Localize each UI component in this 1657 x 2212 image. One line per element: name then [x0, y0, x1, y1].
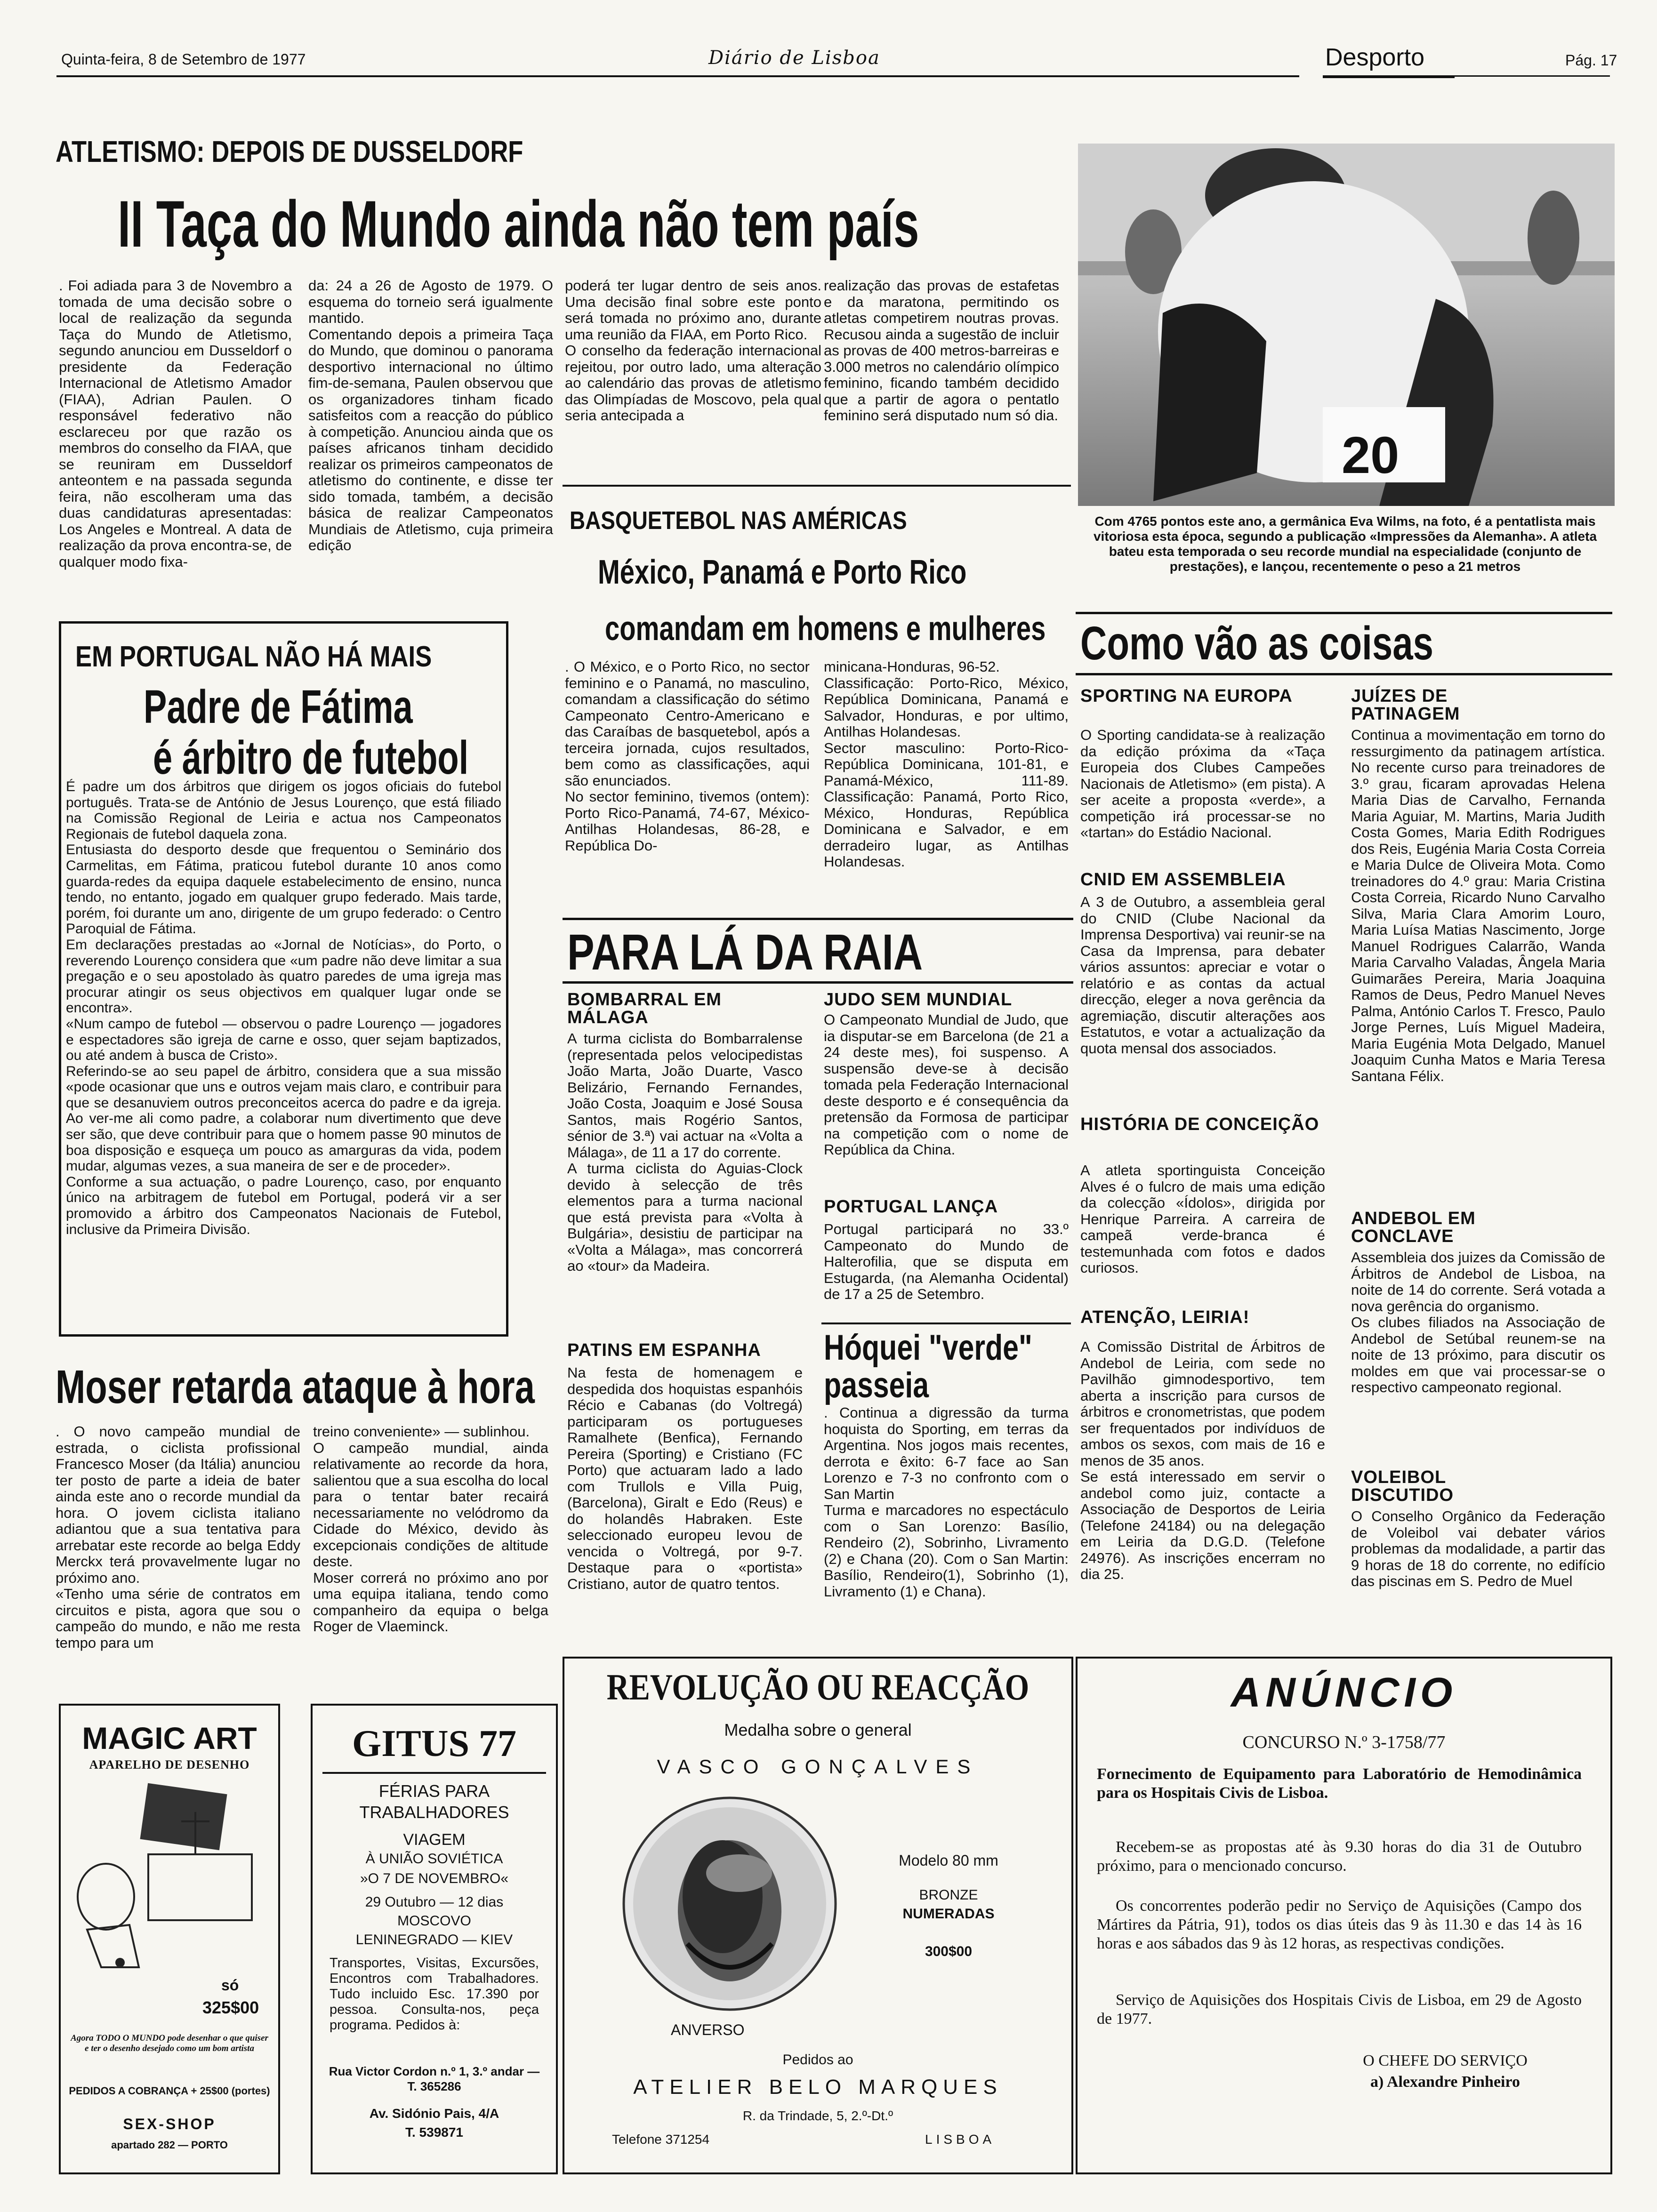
padre-title-2: é árbitro de futebol [153, 731, 469, 784]
historia-title: HISTÓRIA DE CONCEIÇÃO [1080, 1114, 1319, 1134]
header-rule-right-thin [1455, 75, 1610, 77]
medalha-anverso: ANVERSO [671, 2021, 745, 2038]
cnid-body: A 3 de Outubro, a assembleia geral do CNID (Clube Nacional da Imprensa Desportiva) vai reunir-se na Casa da Imprensa, para debater vários assuntos: apreciar e votar o relatório e as contas da actual direcção, eleger a nova gerência da agremiação, discutir alterações aos Estatutos, e votar a actualização da quota mensal dos associados. [1080, 894, 1325, 1057]
athlete-photo-art [1078, 144, 1615, 506]
gitus-title: GITUS 77 [352, 1723, 516, 1764]
gitus-l1: FÉRIAS PARA [378, 1781, 490, 1801]
raia-s4-title: PORTUGAL LANÇA [824, 1197, 998, 1217]
anuncio-sig-2: a) Alexandre Pinheiro [1370, 2073, 1520, 2091]
leiria-title: ATENÇÃO, LEIRIA! [1080, 1307, 1250, 1327]
cnid-title: CNID EM ASSEMBLEIA [1080, 870, 1286, 890]
atletismo-headline: II Taça do Mundo ainda não tem país [118, 187, 919, 261]
raia-s2-body: Na festa de homenagem e despedida dos hoquistas espanhóis Récio e Cabanas (do Voltregá) participaram os portugueses Ramalhete (Benfica), Fernando Pereira (Sporting) e Cristiano (FC Porto) que actuaram lado a lado com Trullols e Villa Puig, (Barcelona), Giralt e Edo (Reus) e do holandês Habraken. Este seleccionado europeu levou de vencida o Voltregá, por 9-7. Destaque para o «portista» Cristiano, autor de quatro tentos. [567, 1364, 803, 1592]
medalha-modelo: Modelo 80 mm [899, 1852, 998, 1869]
raia-headline: PARA LÁ DA RAIA [567, 923, 923, 980]
hoquei-title-2: passeia [824, 1365, 929, 1405]
anuncio-concurso: CONCURSO N.º 3-1758/77 [1242, 1732, 1446, 1752]
bib-number: 20 [1342, 426, 1400, 484]
photo-caption: Com 4765 pontos este ano, a germânica Eva Wilms, na foto, é a pentatlista mais vitoriosa esta época, segundo a publicação «Impressões da Alemanha». A atleta bateu esta temporada o seu recorde mundial na especialidade (conjunto de prestações), e lançou, recentemente o peso a 21 metros [1093, 514, 1597, 574]
juizes-title: JUÍZES DE PATINAGEM [1351, 686, 1460, 724]
anuncio-sig-1: O CHEFE DO SERVIÇO [1363, 2052, 1528, 2069]
page-number: Pág. 17 [1565, 52, 1617, 69]
magic-order: PEDIDOS A COBRANÇA + 25$00 (portes) [69, 2085, 270, 2097]
medalha-price: 300$00 [925, 1944, 973, 1959]
header-rule-left [56, 75, 1299, 77]
moser-col-2: treino conveniente» — sublinhou. O campeão mundial, ainda relativamente ao recorde da hora, salientou que a sua escolha do local para o tentar bater recairá necessariamente no velódromo da Cidade do México, devido às excepcionais condições de altitude deste. Moser correrá no próximo ano por uma equipa italiana, tendo como companheiro da equipa o belga Roger de Vlaeminck. [313, 1423, 548, 1635]
gitus-addr3: T. 539871 [405, 2125, 463, 2140]
raia-s1-body: A turma ciclista do Bombarralense (representada pelos velocipedistas João Marta, João Duarte, Vasco Belizário, Fernando Fernandes, João Costa, Joaquim e José Sousa Santos, mais Rogério Santos, sénior de 3.ª) vai actuar na «Volta a Málaga», de 11 a 17 do corrente. A turma ciclista do Aguias-Clock devido à selecção de três elementos para a turma nacional que está prevista para «Volta à Bulgária», desistiu de participar na «Volta a Málaga», mas concorrerá ao «tour» da Madeira. [567, 1030, 803, 1274]
padre-kicker: EM PORTUGAL NÃO HÁ MAIS [75, 641, 432, 673]
medalha-title: REVOLUÇÃO OU REACÇÃO [606, 1667, 1030, 1707]
medalha-pedidos: Pedidos ao [782, 2052, 853, 2068]
medal-portrait [621, 1793, 838, 2014]
raia-s1-title: BOMBARRAL EM MÁLAGA [567, 990, 722, 1027]
medalha-l2: VASCO GONÇALVES [657, 1755, 979, 1778]
magic-title: MAGIC ART [82, 1721, 257, 1755]
andebol-title: ANDEBOL EM CONCLAVE [1351, 1209, 1476, 1246]
magic-price-label: só [221, 1977, 239, 1994]
basquete-kicker: BASQUETEBOL NAS AMÉRICAS [570, 506, 907, 535]
voleibol-body: O Conselho Orgânico da Federação de Voleibol vai debater vários problemas da modalidade, a partir das 9 horas de 18 do corrente, no edifício das piscinas em S. Pedro de Muel [1351, 1508, 1605, 1589]
magic-body: Agora TODO O MUNDO pode desenhar o que quiser e ter o desenho desejado como um bom artista [71, 2033, 268, 2053]
raia-s3-body: O Campeonato Mundial de Judo, que ia disputar-se em Barcelona (de 21 a 24 deste mes), foi suspenso. A suspensão deve-se à decisão tomada pela Federação Internacional deste desporto e é consequência da pretensão da Formosa de participar na competição com o nome de República da China. [824, 1011, 1069, 1158]
anuncio-heading: Fornecimento de Equipamento para Laboratório de Hemodinâmica para os Hospitais Civis de Lisboa. [1097, 1765, 1582, 1802]
magic-shop: SEX-SHOP [123, 2116, 216, 2132]
section-title: Desporto [1325, 44, 1424, 71]
juizes-body: Continua a movimentação em torno do ressurgimento da patinagem artística. No recente curso para treinadores de 3.º grau, ficaram aprovadas Helena Maria Dias de Carvalho, Fernanda Maria Aguiar, M. Martins, Maria Judith Costa Gomes, Maria Edith Rodrigues dos Reis, Eugénia Maria Costa Correia e Maria Dulce de Oliveira Mota. Como treinadores do 4.º grau: Maria Cristina Costa Correia, Ricardo Nuno Carvalho Silva, Maria Clara Amorim Louro, Maria Luísa Matias Nascimento, Jorge Manuel Rodrigues Calarrão, Wanda Maria Carvalho Valadas, Ângela Maria Guimarães Pereira, Maria Joaquina Ramos de Deus, Pedro Manuel Neves Palma, António Carlos T. Fresco, Paulo Jorge Pernes, Luís Miguel Madeira, Maria Eugénia Mota Delgado, Manuel Joaquim Cunha Matos e Maria Teresa Santana Félix. [1351, 727, 1605, 1084]
atletismo-col-1: . Foi adiada para 3 de Novembro a tomada de uma decisão sobre o local de realização da segunda Taça do Mundo de Atletismo, segundo anunciou em Dusseldorf o presidente da Federação Internacional de Atletismo Amador (FIAA), Adrian Paulen. O responsável federativo não esclareceu por que razão os membros do conselho da FIAA, que se reuniram em Dusseldorf anteontem e na passada segunda feira, não escolheram uma das duas candidaturas apresentadas: Los Angeles e Montreal. A data de realização da prova encontra-se, de qualquer modo fixa- [59, 277, 292, 570]
hoquei-rule [821, 1322, 1071, 1324]
sporting-body: O Sporting candidata-se à realização da edição próxima da «Taça Europeia dos Clubes Campeões Nacionais de Atletismo» (em pista). A ser aceite a proposta «verde», a competição irá processar-se no «tartan» do Estádio Nacional. [1080, 727, 1325, 841]
gitus-l4: À UNIÃO SOVIÉTICA [365, 1851, 503, 1867]
basquete-rule [563, 485, 1071, 487]
raia-s2-title: PATINS EM ESPANHA [567, 1340, 761, 1360]
gitus-l3: VIAGEM [403, 1831, 466, 1849]
basquete-title-1: México, Panamá e Porto Rico [598, 553, 967, 591]
magic-illustration [68, 1784, 271, 1972]
medalha-city: LISBOA [925, 2132, 996, 2147]
padre-title-1: Padre de Fátima [144, 681, 413, 733]
anuncio-p3: Serviço de Aquisições dos Hospitais Civis de Lisboa, em 29 de Agosto de 1977. [1097, 1991, 1582, 2028]
hoquei-title-1: Hóquei "verde" [824, 1328, 1032, 1368]
athlete-photo [1078, 144, 1615, 506]
medalha-addr: R. da Trindade, 5, 2.º-Dt.º [742, 2108, 893, 2123]
medalha-tel: Telefone 371254 [612, 2132, 710, 2147]
gitus-rule [322, 1772, 546, 1774]
padre-body: É padre um dos árbitros que dirigem os jogos oficiais do futebol português. Trata-se de António de Jesus Lourenço, que está filiado na Comissão Regional de Leiria e actua nos Campeonatos Regionais de futebol daquela zona. Entusiasta do desporto desde que frequentou o Seminário dos Carmelitas, em Fátima, praticou futebol durante 10 anos como guarda-redes da equipa daquele estabelecimento de ensino, nunca tendo, no entanto, jogado em qualquer grupo federado. Mais tarde, porém, foi durante um ano, dirigente de um grupo federado: o Centro Paroquial de Fátima. Em declarações prestadas ao «Jornal de Notícias», do Porto, o reverendo Lourenço considera que «um padre não deve limitar a sua pregação e o seu apostolado às quatro paredes de uma igreja mas procurar atingir os seus objectivos em qualquer lugar onde se encontra». «Num campo de futebol — observou o padre Lourenço — jogadores e espectadores são igreja de carne e osso, quer sejam baptizados, ou até andem à busca de Cristo». Referindo-se ao seu papel de árbitro, considera que a sua missão «pode ocasionar que uns e outros vejam mais claro, e contribuir para que se desanuviem outros preconceitos acerca do padre e da igreja. Ao ver-me ali como padre, a colaborar num divertimento que deve ser são, que deve contribuir para que o homem passe 90 minutos de boa disposição e esqueça um pouco as amarguras da vida, podem mudar, algumas vezes, a sua maneira de ser e de proceder». Conforme a sua actuação, o padre Lourenço, caso, por enquanto único na arbitragem de futebol em Portugal, poderá vir a ser promovido a árbitro dos Campeonatos Nacionais de Futebol, inclusive da Primeira Divisão. [66, 779, 501, 1237]
medalha-atelier: ATELIER BELO MARQUES [633, 2076, 1003, 2099]
atletismo-col-2: da: 24 a 26 de Agosto de 1979. O esquema do torneio será igualmente mantido. Comentando depois a primeira Taça do Mundo, que dominou o panorama desportivo internacional no último fim-de-semana, Paulen observou que os organizadores tinham ficado satisfeitos com a reacção do público à competição. Anunciou ainda que os países africanos tinham decidido realizar os primeiros campeonatos de atletismo do continente, e disse ter sido tomada, também, a decisão básica de realizar Campeonatos Mundiais de Atletismo, cuja primeira edição [308, 277, 553, 553]
magic-subtitle: APARELHO DE DESENHO [89, 1758, 250, 1771]
gitus-l2: TRABALHADORES [359, 1803, 509, 1822]
medalha-l1: Medalha sobre o general [724, 1720, 912, 1739]
anuncio-title: ANÚNCIO [1231, 1669, 1457, 1715]
raia-s3-title: JUDO SEM MUNDIAL [824, 990, 1013, 1010]
historia-body: A atleta sportinguista Conceição Alves é o fulcro de mais uma edição da colecção «Ídolos», dirigida por Henrique Parreira. A carreira de campeã verde-branca é testemunhada com fotos e dados curiosos. [1080, 1162, 1325, 1276]
anuncio-p1: Recebem-se as propostas até às 9.30 horas do dia 31 de Outubro próximo, para o mencionado concurso. [1097, 1838, 1582, 1875]
header-rule-right [1323, 75, 1455, 78]
gitus-addr1: Rua Victor Cordon n.º 1, 3.º andar — T. 365286 [329, 2064, 540, 2093]
leiria-body: A Comissão Distrital de Árbitros de Andebol de Leiria, com sede no Pavilhão gimnodesportivo, tem aberta a inscrição para cursos de árbitros e cronometristas, que podem ser frequentados por indivíduos de ambos os sexos, com mais de 16 e menos de 35 anos. Se está interessado em servir o andebol como juiz, contacte a Associação de Desportos de Leiria (Telefone 24184) ou na delegação em Leiria da D.G.D. (Telefone 24976). As inscrições encerram no dia 25. [1080, 1338, 1325, 1582]
sporting-title: SPORTING NA EUROPA [1080, 686, 1293, 706]
moser-col-1: . O novo campeão mundial de estrada, o ciclista profissional Francesco Moser (da Itália) anunciou ter posto de parte a ideia de bater ainda este ano o recorde mundial da hora. O jovem ciclista italiano adiantou que a sua tentativa para arrebatar este recorde ao belga Eddy Merckx terá provavelmente lugar no próximo ano. «Tenho uma série de contratos em circuitos e pista, agora que sou o campeão do mundo, e não me resta tempo para um [56, 1423, 300, 1651]
gitus-l6: 29 Outubro — 12 dias [365, 1894, 504, 1910]
hoquei-body: . Continua a digressão da turma hoquista do Sporting, em terras da Argentina. Nos jogos mais recentes, derrota e êxito: 6-7 face ao San Lorenzo e 7-3 no confronto com o San Martin Turma e marcadores no espectáculo com o San Lorenzo: Basílio, Rendeiro (2), Sobrinho, Livramento (2) e Chana (20). Com o San Martin: Basílio, Rendeiro(1), Sobrinho (1), Livramento (1) e Chana). [824, 1404, 1069, 1600]
moser-headline: Moser retarda ataque à hora [56, 1361, 535, 1413]
magic-price: 325$00 [202, 1998, 259, 2017]
basquete-col-2: minicana-Honduras, 96-52. Classificação: Porto-Rico, México, República Dominicana, Panamá e Salvador, Honduras, e por ultimo, Antilhas Holandesas. Sector masculino: Porto-Rico-República Dominicana, 101-81, e Panamá-México, 111-89. Classificação: Panamá, Porto Rico, México, Honduras, República Dominicana e Salvador, e em derradeiro lugar, as Antilhas Holandesas. [824, 658, 1069, 870]
magic-address: apartado 282 — PORTO [111, 2139, 228, 2151]
header-date: Quinta-feira, 8 de Setembro de 1977 [61, 51, 306, 68]
coisas-headline: Como vão as coisas [1080, 617, 1433, 670]
andebol-body: Assembleia dos juizes da Comissão de Árbitros de Andebol de Lisboa, na noite de 14 do corrente. Será votada a nova gerência do organismo. Os clubes filiados na Associação de Andebol de Setúbal reunem-se na noite de 13 próximo, para discutir os moldes em que vai processar-se o respectivo campeonato regional. [1351, 1249, 1605, 1395]
basquete-title-2: comandam em homens e mulheres [605, 610, 1046, 648]
atletismo-kicker: ATLETISMO: DEPOIS DE DUSSELDORF [56, 135, 523, 168]
gitus-l7: MOSCOVO [397, 1913, 471, 1929]
gitus-addr2: Av. Sidónio Pais, 4/A [369, 2106, 499, 2121]
medalha-numeradas: NUMERADAS [902, 1906, 995, 1922]
raia-s4-body: Portugal participará no 33.º Campeonato do Mundo de Halterofilia, que se disputa em Estugarda, (na Alemanha Ocidental) de 17 a 25 de Setembro. [824, 1221, 1069, 1302]
gitus-body: Transportes, Visitas, Excursões, Encontros com Trabalhadores. Tudo incluido Esc. 17.390 por pessoa. Consulta-nos, peça programa. Pedidos à: [330, 1956, 539, 2033]
anuncio-p2: Os concorrentes poderão pedir no Serviço de Aquisições (Campo dos Mártires da Pátria, 91), todos os dias úteis das 9 às 11.30 e das 14 às 16 horas e aos sábados das 9 às 12 horas, as respectivas condições. [1097, 1897, 1582, 1952]
atletismo-col-4: realização das provas de estafetas e da maratona, permitindo os atletas competirem noutras provas. Recusou ainda a sugestão de incluir as provas de 400 metros-barreiras e 3.000 metros no calendário olímpico feminino, ficando também decidido que a partir de agora o pentatlo feminino será disputado num só dia. [824, 277, 1059, 424]
basquete-col-1: . O México, e o Porto Rico, no sector feminino e o Panamá, no masculino, comandam a classificação do sétimo Campeonato Centro-Americano e das Caraíbas de basquetebol, após a terceira jornada, cujos resultados, bem como as classificações, aqui são enunciados. No sector feminino, tivemos (ontem): Porto Rico-Panamá, 74-67, México-Antilhas Holandesas, 86-28, e República Do- [565, 658, 810, 854]
voleibol-title: VOLEIBOL DISCUTIDO [1351, 1467, 1454, 1505]
atletismo-col-3: poderá ter lugar dentro de seis anos. Uma decisão final sobre este ponto será tomada no próximo ano, durante uma reunião da FIAA, em Porto Rico. O conselho da federação internacional rejeitou, por outro lado, uma alteração ao calendário das provas de atletismo das Olimpíadas de Moscovo, pela qual seria antecipada a [565, 277, 821, 424]
medalha-bronze: BRONZE [919, 1887, 978, 1903]
gitus-l8: LENINEGRADO — KIEV [355, 1932, 513, 1948]
masthead: Diário de Lisboa [708, 47, 880, 69]
gitus-l5: »O 7 DE NOVEMBRO« [360, 1871, 509, 1886]
